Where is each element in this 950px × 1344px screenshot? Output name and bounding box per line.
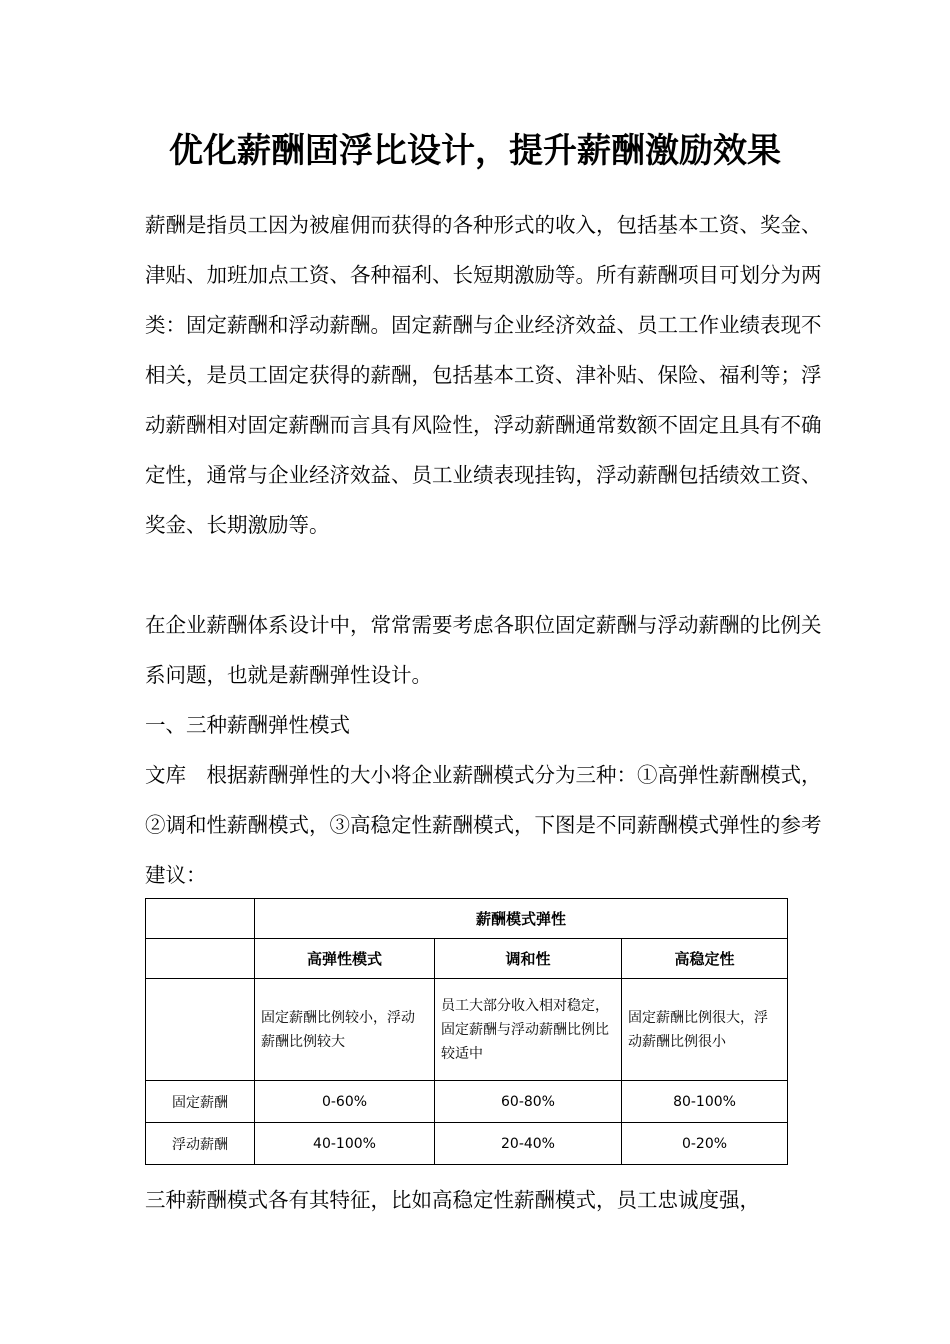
paragraph-three-modes: 文库 根据薪酬弹性的大小将企业薪酬模式分为三种：①高弹性薪酬模式，②调和性薪酬模式，③高稳定性薪酬模式，下图是不同薪酬模式弹性的参考建议：: [145, 763, 822, 887]
elasticity-table: [145, 898, 788, 1165]
section-heading-1: 一、三种薪酬弹性模式: [145, 713, 350, 737]
table-row-floating: [146, 1123, 788, 1165]
description-high-elastic: 固定薪酬比例较小，浮动薪酬比例较大: [255, 979, 435, 1081]
row-label-fixed: 固定薪酬: [146, 1081, 255, 1123]
table-column-row: [146, 939, 788, 979]
table-row-fixed: [146, 1081, 788, 1123]
cell-floating-balanced: 20-40%: [435, 1123, 622, 1165]
paragraph-salary-definition: 薪酬是指员工因为被雇佣而获得的各种形式的收入，包括基本工资、奖金、津贴、加班加点工资、各种福利、长短期激励等。所有薪酬项目可划分为两类：固定薪酬和浮动薪酬。固定薪酬与企业经济效益、员工工作业绩表现不相关，是员工固定获得的薪酬，包括基本工资、津补贴、保险、福利等；浮动薪酬相对固定薪酬而言具有风险性，浮动薪酬通常数额不固定且具有不确定性，通常与企业经济效益、员工业绩表现挂钩，浮动薪酬包括绩效工资、奖金、长期激励等。: [145, 213, 822, 537]
description-balanced: 员工大部分收入相对稳定，固定薪酬与浮动薪酬比例比较适中: [435, 979, 622, 1081]
cell-floating-high-elastic: 40-100%: [255, 1123, 435, 1165]
row-label-floating: 浮动薪酬: [146, 1123, 255, 1165]
document-title: 优化薪酬固浮比设计，提升薪酬激励效果: [169, 131, 781, 171]
cell-fixed-high-elastic: 0-60%: [255, 1081, 435, 1123]
table-description-row: [146, 979, 788, 1081]
paragraph-elasticity-design: 在企业薪酬体系设计中，常常需要考虑各职位固定薪酬与浮动薪酬的比例关系问题，也就是薪酬弹性设计。: [145, 613, 822, 687]
table-corner-cell: [146, 899, 255, 939]
cell-fixed-balanced: 60-80%: [435, 1081, 622, 1123]
column-high-elastic: 高弹性模式: [255, 939, 435, 979]
column-high-stable: 高稳定性: [622, 939, 788, 979]
cell-floating-high-stable: 0-20%: [622, 1123, 788, 1165]
table-corner-cell: [146, 979, 255, 1081]
table-header-cell: 薪酬模式弹性: [255, 899, 788, 939]
paragraph-mode-features: 三种薪酬模式各有其特征，比如高稳定性薪酬模式，员工忠诚度强，: [145, 1188, 760, 1212]
cell-fixed-high-stable: 80-100%: [622, 1081, 788, 1123]
description-high-stable: 固定薪酬比例很大，浮动薪酬比例很小: [622, 979, 788, 1081]
table-header-row: [146, 899, 788, 939]
table-corner-cell: [146, 939, 255, 979]
elasticity-table-container: [145, 898, 787, 1165]
column-balanced: 调和性: [435, 939, 622, 979]
